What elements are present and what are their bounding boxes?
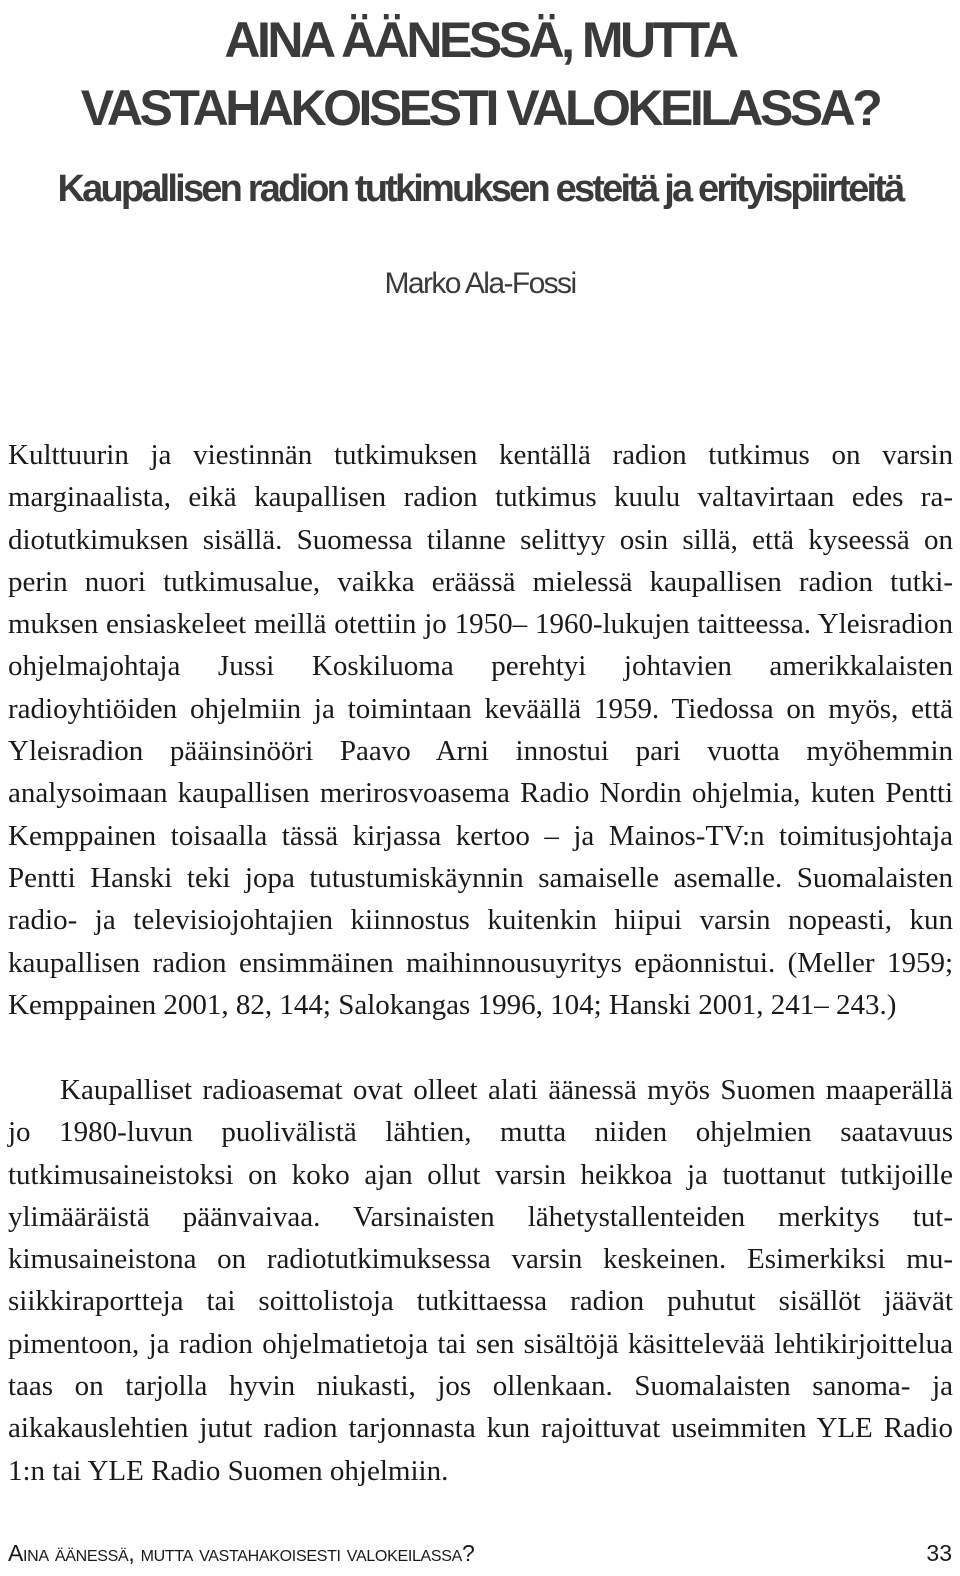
chapter-title-line-2: VASTAHAKOISESTI VALOKEILASSA? — [80, 80, 880, 136]
body-paragraph-1: Kulttuurin ja viestinnän tutkimuksen kentällä radion tutkimus on varsin marginaalista, eikä kaupallisen radion tutkimus kuulu valtavirtaan edes radiotutkimuksen sisällä. Suomessa tilanne selittyy osin sillä, että kyseessä on perin nuori tutkimusalue, vaikka eräässä mielessä kaupallisen radion tutkimuksen ensiaskeleet meillä otettiin jo 1950– 1960-lukujen taitteessa. Yleisradion ohjelmajohtaja Jussi Koskiluoma perehtyi johtavien amerikkalaisten radioyhtiöiden ohjelmiin ja toimintaan keväällä 1959. Tiedossa on myös, että Yleisradion pääinsinööri Paavo Arni innostui pari vuotta myöhemmin analysoimaan kaupallisen merirosvoasema Radio Nordin ohjelmia, kuten Pentti Kemppainen toisaalla tässä kirjassa kertoo – ja Mainos-TV:n toimitusjohtaja Pentti Hanski teki jopa tutustumiskäynnin samaiselle asemalle. Suomalaisten radio- ja televisiojohtajien kiinnostus kuitenkin hiipui varsin nopeasti, kun kaupallisen radion ensimmäinen maihinnousuyritys epäonnistui. (Meller 1959; Kemppainen 2001, 82, 144; Salokangas 1996, 104; Hanski 2001, 241– 243.) — [8, 439, 953, 1021]
page-number: 33 — [926, 1540, 952, 1566]
author-name: Marko Ala-Fossi — [384, 267, 576, 300]
body-paragraph-2: Kaupalliset radioasemat ovat olleet alati äänessä myös Suomen maaperällä jo 1980-luvun puolivälistä lähtien, mutta niiden ohjelmien saatavuus tutkimusaineistoksi on koko ajan ollut varsin heikkoa ja tuottanut tutkijoille ylimääräistä päänvaivaa. Varsinaisten lähetystallenteiden merkitys tutkimusaineistona on radiotutkimuksessa varsin keskeinen. Esimerkiksi musiikkiraportteja tai soittolistoja tutkittaessa radion puhutut sisällöt jäävät pimentoon, ja radion ohjelmatietoja tai sen sisältöjä käsittelevää lehtikirjoittelua taas on tarjolla hyvin niukasti, jos ollenkaan. Suomalaisten sanoma- ja aikakauslehtien jutut radion tarjonnasta kun rajoittuvat useimmiten YLE Radio 1:n tai YLE Radio Suomen ohjelmiin. — [8, 1074, 953, 1487]
chapter-subtitle: Kaupallisen radion tutkimuksen esteitä ja erityispiirteitä — [57, 168, 903, 210]
chapter-title-line-1: AINA ÄÄNESSÄ, MUTTA — [224, 12, 736, 68]
running-footer-title: Aina äänessä, mutta vastahakoisesti valokeilassa? — [8, 1540, 475, 1566]
